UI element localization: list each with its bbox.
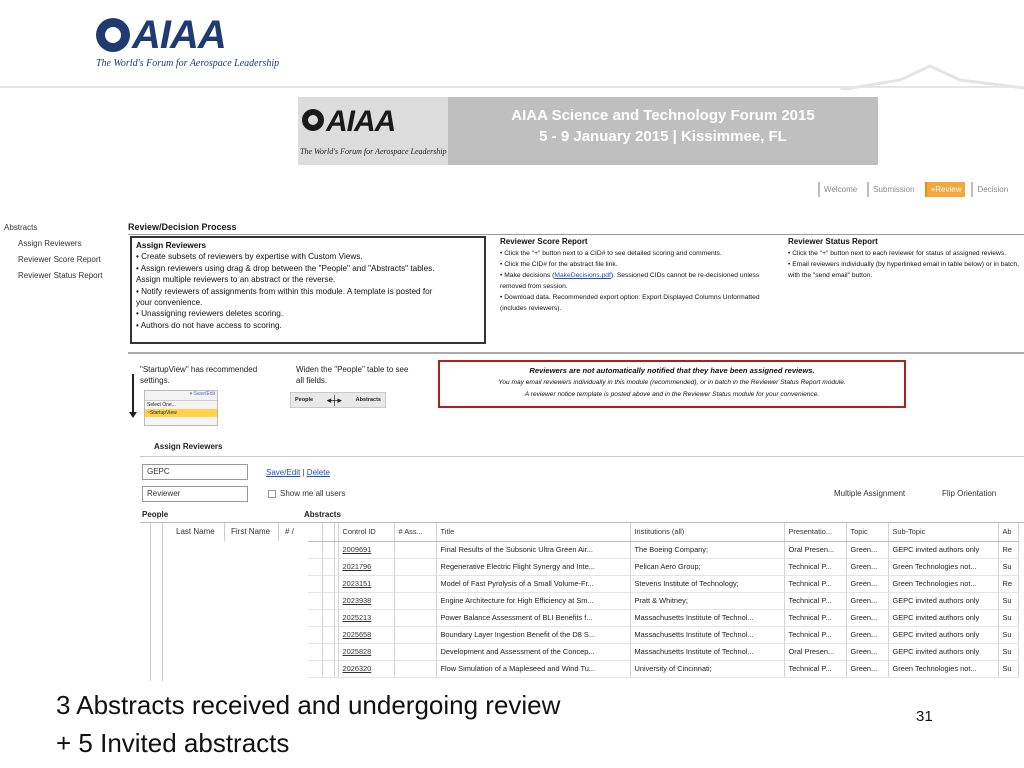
abstract-topic: Green... <box>846 660 888 677</box>
assignment-count <box>394 643 436 660</box>
row-spacer <box>322 626 334 643</box>
row-spacer <box>322 558 334 575</box>
assign-box-line: • Unassigning reviewers deletes scoring. <box>136 309 284 319</box>
show-all-users-checkbox[interactable] <box>268 490 276 498</box>
abstract-institution: Massachusetts Institute of Technol... <box>630 626 784 643</box>
abstract-institution: Pelican Aero Group; <box>630 558 784 575</box>
abstract-ab: Su <box>998 626 1018 643</box>
abstract-sub-topic: Green Technologies not... <box>888 558 998 575</box>
control-id-link[interactable]: 2026320 <box>338 660 394 677</box>
column-header-assigned[interactable]: # / <box>285 527 294 536</box>
notification-warning-title: Reviewers are not automatically notified that they have been assigned reviews. <box>529 366 815 375</box>
abstract-ab: Su <box>998 609 1018 626</box>
score-report-line: • Click the CID# for the abstract file link. <box>500 261 618 268</box>
assign-reviewers-instructions <box>130 236 486 344</box>
score-report-text: ). Sessioned CIDs cannot be re-decisioned unless removed from session. <box>500 272 760 290</box>
row-spacer <box>322 541 334 558</box>
abstract-ab: Su <box>998 643 1018 660</box>
table-row[interactable] <box>308 609 1018 626</box>
assign-box-line: • Notify reviewers of assignments from within this module. A template is posted for <box>136 286 433 296</box>
abstract-sub-topic: GEPC invited authors only <box>888 609 998 626</box>
row-spacer <box>322 575 334 592</box>
people-table-header <box>140 523 300 541</box>
row-expand-cell[interactable] <box>308 626 322 643</box>
abstract-presentation: Technical P... <box>784 626 846 643</box>
assign-reviewers-title: Assign Reviewers <box>154 442 223 451</box>
column-header-institutions[interactable]: Institutions (all) <box>630 523 784 541</box>
banner-tagline: The World's Forum for Aerospace Leadership <box>300 147 447 156</box>
show-all-users-toggle[interactable] <box>268 489 345 498</box>
table-row[interactable] <box>308 575 1018 592</box>
role-field[interactable]: Reviewer <box>142 486 248 502</box>
assign-box-line: • Authors do not have access to scoring. <box>136 320 282 330</box>
status-report-instructions <box>788 236 1022 281</box>
forum-banner <box>298 97 878 165</box>
slide-caption-line-1: 3 Abstracts received and undergoing review <box>56 690 561 720</box>
row-expand-cell[interactable] <box>308 558 322 575</box>
link-separator: | <box>302 468 305 477</box>
abstract-institution: Massachusetts Institute of Technol... <box>630 643 784 660</box>
abstract-ab: Su <box>998 592 1018 609</box>
abstract-presentation: Oral Presen... <box>784 643 846 660</box>
score-report-text: • Make decisions ( <box>500 272 555 279</box>
table-row[interactable] <box>308 558 1018 575</box>
slide-caption-line-2: + 5 Invited abstracts <box>56 728 290 758</box>
sidebar-item-reviewer-score-report[interactable]: Reviewer Score Report <box>18 255 101 264</box>
aiaa-logo-text: AIAA <box>132 13 226 57</box>
control-id-link[interactable]: 2025828 <box>338 643 394 660</box>
control-id-link[interactable]: 2023938 <box>338 592 394 609</box>
table-row[interactable] <box>308 592 1018 609</box>
control-id-link[interactable]: 2009691 <box>338 541 394 558</box>
row-spacer <box>322 660 334 677</box>
table-row[interactable] <box>308 660 1018 677</box>
review-module-screenshot <box>0 90 1024 682</box>
status-report-line: • Click the "+" button next to each reviewer for status of assigned reviews. <box>788 250 1007 257</box>
abstract-sub-topic: GEPC invited authors only <box>888 541 998 558</box>
assign-reviewers-divider <box>140 456 1024 457</box>
column-header-last-name[interactable]: Last Name <box>176 527 215 536</box>
abstract-ab: Su <box>998 660 1018 677</box>
sidebar-item-assign-reviewers[interactable]: Assign Reviewers <box>18 239 82 248</box>
show-all-users-label: Show me all users <box>280 489 346 498</box>
assignment-count <box>394 592 436 609</box>
assign-box-line: • Create subsets of reviewers by expertise with Custom Views. <box>136 252 363 262</box>
column-divider <box>278 523 279 541</box>
section-divider <box>128 352 1024 354</box>
banner-logo <box>298 97 448 165</box>
row-expand-cell[interactable] <box>308 592 322 609</box>
abstract-sub-topic: GEPC invited authors only <box>888 626 998 643</box>
abstract-presentation: Technical P... <box>784 575 846 592</box>
abstract-topic: Green... <box>846 643 888 660</box>
abstract-institution: Stevens Institute of Technology; <box>630 575 784 592</box>
column-header-title[interactable]: Title <box>436 523 630 541</box>
people-section-label: People <box>142 510 169 519</box>
score-report-instructions <box>500 236 762 314</box>
abstract-sub-topic: GEPC invited authors only <box>888 643 998 660</box>
abstract-title: Regenerative Electric Flight Synergy and Inte... <box>436 558 630 575</box>
slide-number: 31 <box>916 708 933 725</box>
people-abstracts-splitter-preview <box>290 392 386 408</box>
column-header-first-name[interactable]: First Name <box>231 527 271 536</box>
abstract-sub-topic: GEPC invited authors only <box>888 592 998 609</box>
multiple-assignment-button[interactable]: Multiple Assignment <box>834 489 906 498</box>
assignment-count <box>394 541 436 558</box>
notification-warning <box>438 360 906 408</box>
tab-review[interactable]: +Review <box>925 182 966 197</box>
abstract-presentation: Technical P... <box>784 609 846 626</box>
slide-caption <box>56 686 560 762</box>
tab-submission[interactable]: Submission <box>867 182 918 197</box>
row-expand-cell[interactable] <box>308 609 322 626</box>
status-report-line: • Email reviewers individually (by hyperlinked email in table below) or in batch, with the "send email" button. <box>788 261 1019 279</box>
abstract-presentation: Technical P... <box>784 558 846 575</box>
notification-warning-line: You may email reviewers individually in this module (recommended), or in batch in the Reviewer Status Report module. <box>498 379 846 386</box>
table-row[interactable] <box>308 643 1018 660</box>
assignment-count <box>394 626 436 643</box>
abstracts-table-header <box>308 523 1018 541</box>
view-select-preview <box>144 390 218 426</box>
process-title: Review/Decision Process <box>128 222 237 232</box>
abstract-ab: Re <box>998 575 1018 592</box>
splitter-abstracts-label: Abstracts <box>355 397 381 403</box>
make-decisions-link[interactable]: MakeDecisions.pdf <box>554 272 611 279</box>
row-expand-cell[interactable] <box>308 575 322 592</box>
sidebar <box>4 220 102 284</box>
column-divider <box>224 523 225 541</box>
abstract-topic: Green... <box>846 541 888 558</box>
custom-view-field[interactable]: GEPC <box>142 464 248 480</box>
row-spacer <box>322 609 334 626</box>
abstract-institution: The Boeing Company; <box>630 541 784 558</box>
score-report-line <box>500 270 762 292</box>
abstract-topic: Green... <box>846 558 888 575</box>
abstract-ab: Re <box>998 541 1018 558</box>
header-spacer <box>308 523 322 541</box>
column-header-assignments[interactable]: # Ass... <box>394 523 436 541</box>
banner-text <box>448 97 878 165</box>
save-edit-link[interactable]: Save/Edit <box>266 468 301 477</box>
abstract-title: Flow Simulation of a Mapleseed and Wind Tu... <box>436 660 630 677</box>
down-arrow-icon <box>132 374 134 416</box>
assign-box-line: your convenience. <box>136 298 203 308</box>
sidebar-title: Abstracts <box>4 223 38 232</box>
abstract-topic: Green... <box>846 592 888 609</box>
widen-people-tip: Widen the "People" table to see all fields. <box>296 365 409 385</box>
control-id-link[interactable]: 2025213 <box>338 609 394 626</box>
aiaa-logo-ring-icon <box>96 18 130 52</box>
abstract-title: Final Results of the Subsonic Ultra Green Air... <box>436 541 630 558</box>
splitter-people-label: People <box>295 397 314 403</box>
process-divider <box>128 234 1024 235</box>
resize-arrows-icon: ◂┼▸ <box>326 394 343 405</box>
row-expand-cell[interactable] <box>308 660 322 677</box>
assignment-count <box>394 575 436 592</box>
banner-subtitle: 5 - 9 January 2015 | Kissimmee, FL <box>539 128 787 145</box>
row-spacer <box>322 592 334 609</box>
control-id-link[interactable]: 2021796 <box>338 558 394 575</box>
abstract-presentation: Technical P... <box>784 660 846 677</box>
view-select-preview-option: ~StartupView <box>145 409 217 417</box>
column-header-presentation[interactable]: Presentatio... <box>784 523 846 541</box>
flip-orientation-button[interactable]: Flip Orientation <box>942 489 997 498</box>
aiaa-logo <box>96 13 280 80</box>
column-header-ab[interactable]: Ab <box>998 523 1018 541</box>
sidebar-item-reviewer-status-report[interactable]: Reviewer Status Report <box>18 271 103 280</box>
column-header-topic[interactable]: Topic <box>846 523 888 541</box>
abstract-presentation: Technical P... <box>784 592 846 609</box>
column-divider <box>150 523 151 681</box>
control-id-link[interactable]: 2025658 <box>338 626 394 643</box>
column-divider <box>162 523 163 681</box>
column-header-sub-topic[interactable]: Sub-Topic <box>888 523 998 541</box>
assign-box-line: • Assign reviewers using drag & drop between the "People" and "Abstracts" tables. <box>136 263 435 273</box>
abstract-topic: Green... <box>846 575 888 592</box>
header-spacer <box>322 523 334 541</box>
row-expand-cell[interactable] <box>308 541 322 558</box>
table-row[interactable] <box>308 541 1018 558</box>
assign-box-line: Assign multiple reviewers to an abstract or the reverse. <box>136 275 336 285</box>
assign-box-title: Assign Reviewers <box>136 241 207 250</box>
startup-view-tip: "StartupView" has recommended settings. <box>140 365 258 385</box>
abstracts-section-label: Abstracts <box>304 510 341 519</box>
status-report-title: Reviewer Status Report <box>788 237 878 246</box>
workflow-nav <box>818 182 1012 197</box>
aiaa-logo-mark <box>96 13 256 57</box>
assignment-count <box>394 558 436 575</box>
row-expand-cell[interactable] <box>308 643 322 660</box>
tab-decision[interactable]: Decision <box>971 182 1012 197</box>
abstracts-table <box>308 523 1019 678</box>
view-actions <box>266 468 330 477</box>
table-row[interactable] <box>308 626 1018 643</box>
banner-logo-text: AIAA <box>326 105 396 138</box>
view-select-preview-top: ▾ Save/Edit <box>145 391 217 401</box>
row-spacer <box>322 643 334 660</box>
assignment-count <box>394 660 436 677</box>
abstract-sub-topic: Green Technologies not... <box>888 660 998 677</box>
abstract-institution: University of Cincinnati; <box>630 660 784 677</box>
notification-warning-line: A reviewer notice template is posted above and in the Reviewer Status module for your convenience. <box>524 391 820 398</box>
abstract-topic: Green... <box>846 609 888 626</box>
banner-logo-ring-icon <box>302 109 324 131</box>
abstract-presentation: Oral Presen... <box>784 541 846 558</box>
banner-title: AIAA Science and Technology Forum 2015 <box>511 107 815 124</box>
abstract-title: Model of Fast Pyrolysis of a Small Volume-Fr... <box>436 575 630 592</box>
abstract-title: Engine Architecture for High Efficiency at Sm... <box>436 592 630 609</box>
view-select-preview-option: Select One... <box>147 402 176 408</box>
score-report-line: • Click the "+" button next to a CID# to see detailed scoring and comments. <box>500 250 722 257</box>
abstract-title: Power Balance Assessment of BLI Benefits f... <box>436 609 630 626</box>
aiaa-tagline: The World's Forum for Aerospace Leadership <box>96 58 280 69</box>
abstract-institution: Massachusetts Institute of Technol... <box>630 609 784 626</box>
column-header-control-id[interactable]: Control ID <box>338 523 394 541</box>
abstract-institution: Pratt & Whitney; <box>630 592 784 609</box>
abstract-topic: Green... <box>846 626 888 643</box>
abstract-sub-topic: Green Technologies not... <box>888 575 998 592</box>
score-report-title: Reviewer Score Report <box>500 237 588 246</box>
abstract-ab: Su <box>998 558 1018 575</box>
control-id-link[interactable]: 2023151 <box>338 575 394 592</box>
abstract-title: Boundary Layer Ingestion Benefit of the D8 S... <box>436 626 630 643</box>
delete-link[interactable]: Delete <box>306 468 330 477</box>
header-divider <box>0 86 1024 88</box>
assignment-count <box>394 609 436 626</box>
tab-welcome[interactable]: Welcome <box>818 182 861 197</box>
abstract-title: Development and Assessment of the Concep... <box>436 643 630 660</box>
score-report-line: • Download data. Recommended export option: Export Displayed Columns Unformatted (includes reviewers). <box>500 294 760 312</box>
